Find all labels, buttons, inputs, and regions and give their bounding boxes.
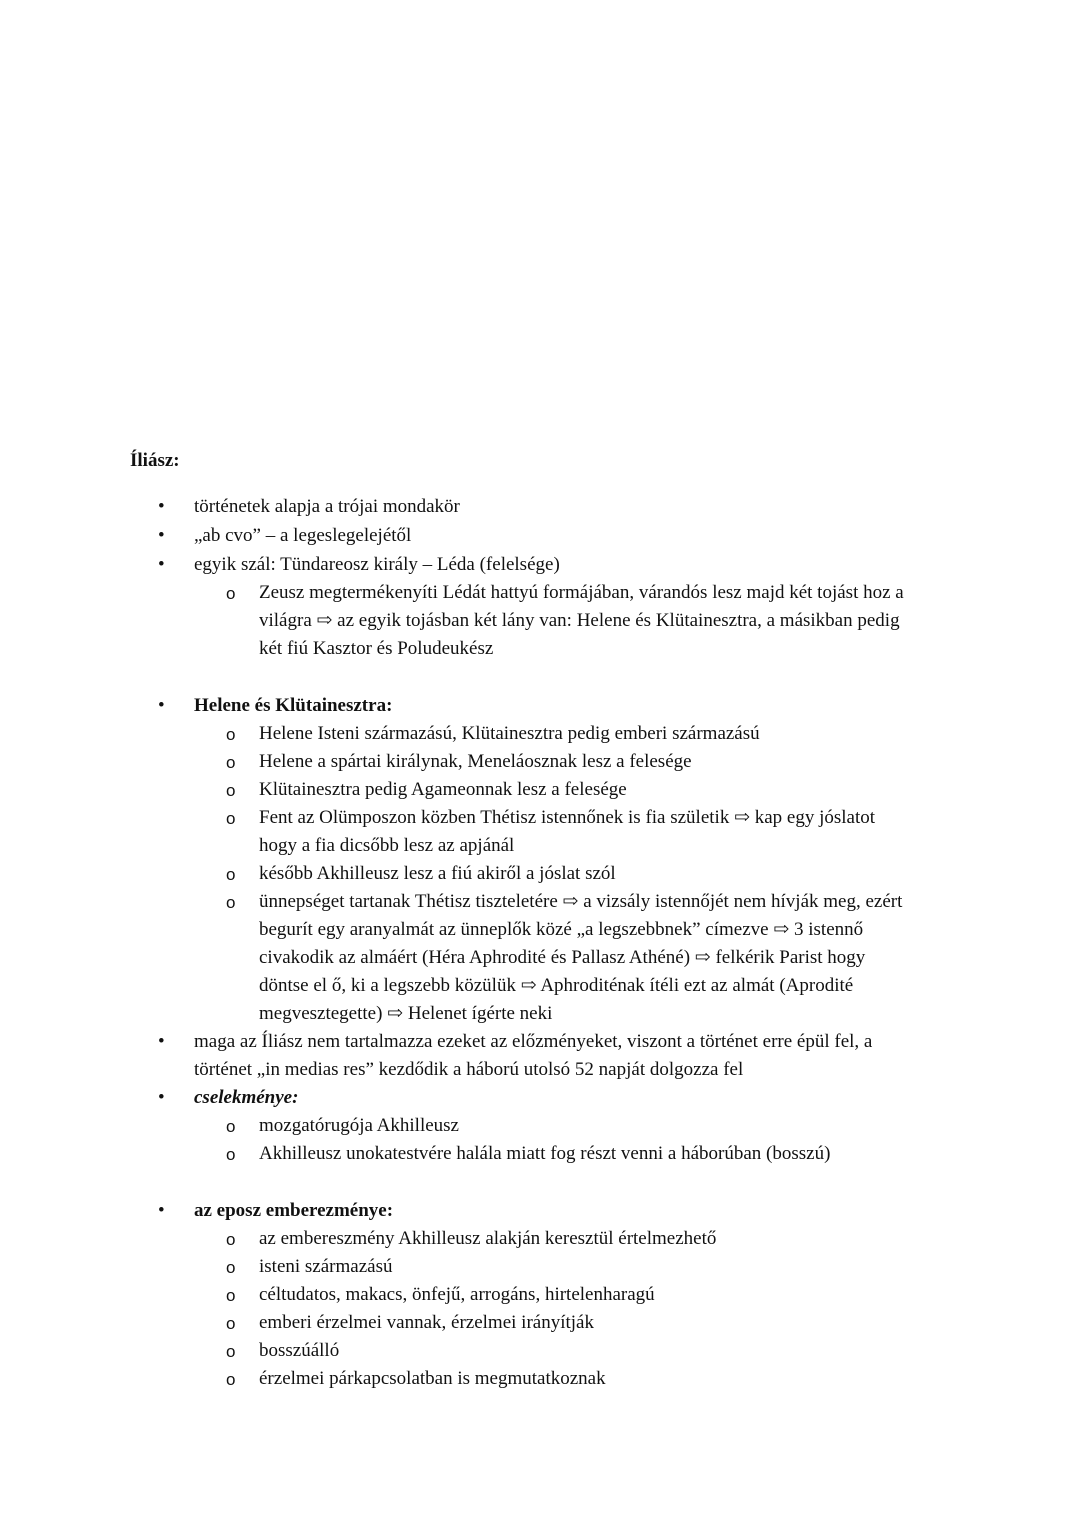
sub-bullet-marker: o — [226, 584, 236, 603]
bullet-marker: • — [158, 1087, 165, 1108]
sub-list-item: mozgatórugója Akhilleusz — [259, 1115, 459, 1136]
section-heading: Helene és Klütainesztra: — [194, 695, 393, 716]
bullet-marker: • — [158, 1031, 165, 1052]
sub-list-item: Klütainesztra pedig Agameonnak lesz a felesége — [259, 779, 627, 800]
sub-bullet-marker: o — [226, 725, 236, 744]
bullet-marker: • — [158, 695, 165, 716]
sub-list-item: Helene Isteni származású, Klütainesztra pedig emberi származású — [259, 723, 760, 744]
bullet-marker: • — [158, 496, 165, 517]
sub-list-item-continued: civakodik az almáért (Héra Aphrodité és Pallasz Athéné) ⇨ felkérik Parist hogy — [259, 947, 866, 968]
sub-list-item-continued: döntse el ő, ki a legszebb közülük ⇨ Aphroditénak ítéli ezt az almát (Aprodité — [259, 975, 854, 996]
bullet-marker: • — [158, 1200, 165, 1221]
sub-bullet-marker: o — [226, 1117, 236, 1136]
sub-list-item: emberi érzelmei vannak, érzelmei irányítják — [259, 1312, 594, 1333]
list-item: „ab cvo” – a legeslegelejétől — [194, 525, 412, 546]
sub-list-item: Helene a spártai királynak, Meneláosznak lesz a felesége — [259, 751, 692, 772]
bullet-marker: • — [158, 554, 165, 575]
sub-bullet-marker: o — [226, 1286, 236, 1305]
bullet-marker: • — [158, 525, 165, 546]
sub-bullet-marker: o — [226, 753, 236, 772]
sub-list-item: bosszúálló — [259, 1340, 340, 1361]
list-item: egyik szál: Tündareosz király – Léda (felelsége) — [194, 554, 560, 575]
sub-list-item: Fent az Olümposzon közben Thétisz istennőnek is fia születik ⇨ kap egy jóslatot — [259, 807, 876, 828]
sub-list-item: az embereszmény Akhilleusz alakján keresztül értelmezhető — [259, 1228, 717, 1249]
sub-list-item: céltudatos, makacs, önfejű, arrogáns, hirtelenharagú — [259, 1284, 655, 1305]
sub-bullet-marker: o — [226, 1258, 236, 1277]
sub-list-item-continued: két fiú Kasztor és Poludeukész — [259, 638, 494, 659]
sub-list-item: Zeusz megtermékenyíti Lédát hattyú formájában, várandós lesz majd két tojást hoz a — [259, 582, 904, 603]
sub-list-item: később Akhilleusz lesz a fiú akiről a jóslat szól — [259, 863, 616, 884]
section-heading: az eposz emberezménye: — [194, 1200, 394, 1221]
sub-bullet-marker: o — [226, 1230, 236, 1249]
sub-bullet-marker: o — [226, 1145, 236, 1164]
sub-list-item: Akhilleusz unokatestvére halála miatt fog részt venni a háborúban (bosszú) — [259, 1143, 831, 1164]
sub-bullet-marker: o — [226, 865, 236, 884]
list-item-continued: történet „in medias res” kezdődik a háború utolsó 52 napját dolgozza fel — [194, 1059, 744, 1080]
list-item: maga az Íliász nem tartalmazza ezeket az előzményeket, viszont a történet erre épül fel, a — [194, 1031, 873, 1052]
sub-list-item-continued: megvesztegette) ⇨ Helenet ígérte neki — [259, 1003, 553, 1024]
sub-bullet-marker: o — [226, 1342, 236, 1361]
list-item: történetek alapja a trójai mondakör — [194, 496, 460, 517]
sub-list-item-continued: hogy a fia dicsőbb lesz az apjánál — [259, 835, 515, 856]
section-heading: cselekménye: — [194, 1087, 299, 1108]
sub-list-item-continued: begurít egy aranyalmát az ünneplők közé „a legszebbnek” címezve ⇨ 3 istennő — [259, 919, 864, 940]
sub-list-item: érzelmei párkapcsolatban is megmutatkoznak — [259, 1368, 606, 1389]
sub-list-item: isteni származású — [259, 1256, 393, 1277]
sub-bullet-marker: o — [226, 809, 236, 828]
document-title: Íliász: — [130, 450, 180, 471]
sub-list-item-continued: világra ⇨ az egyik tojásban két lány van: Helene és Klütainesztra, a másikban pedig — [259, 610, 900, 631]
sub-bullet-marker: o — [226, 1370, 236, 1389]
sub-bullet-marker: o — [226, 781, 236, 800]
sub-bullet-marker: o — [226, 893, 236, 912]
sub-bullet-marker: o — [226, 1314, 236, 1333]
sub-list-item: ünnepséget tartanak Thétisz tiszteletére ⇨ a vizsály istennőjét nem hívják meg, ezért — [259, 891, 903, 912]
